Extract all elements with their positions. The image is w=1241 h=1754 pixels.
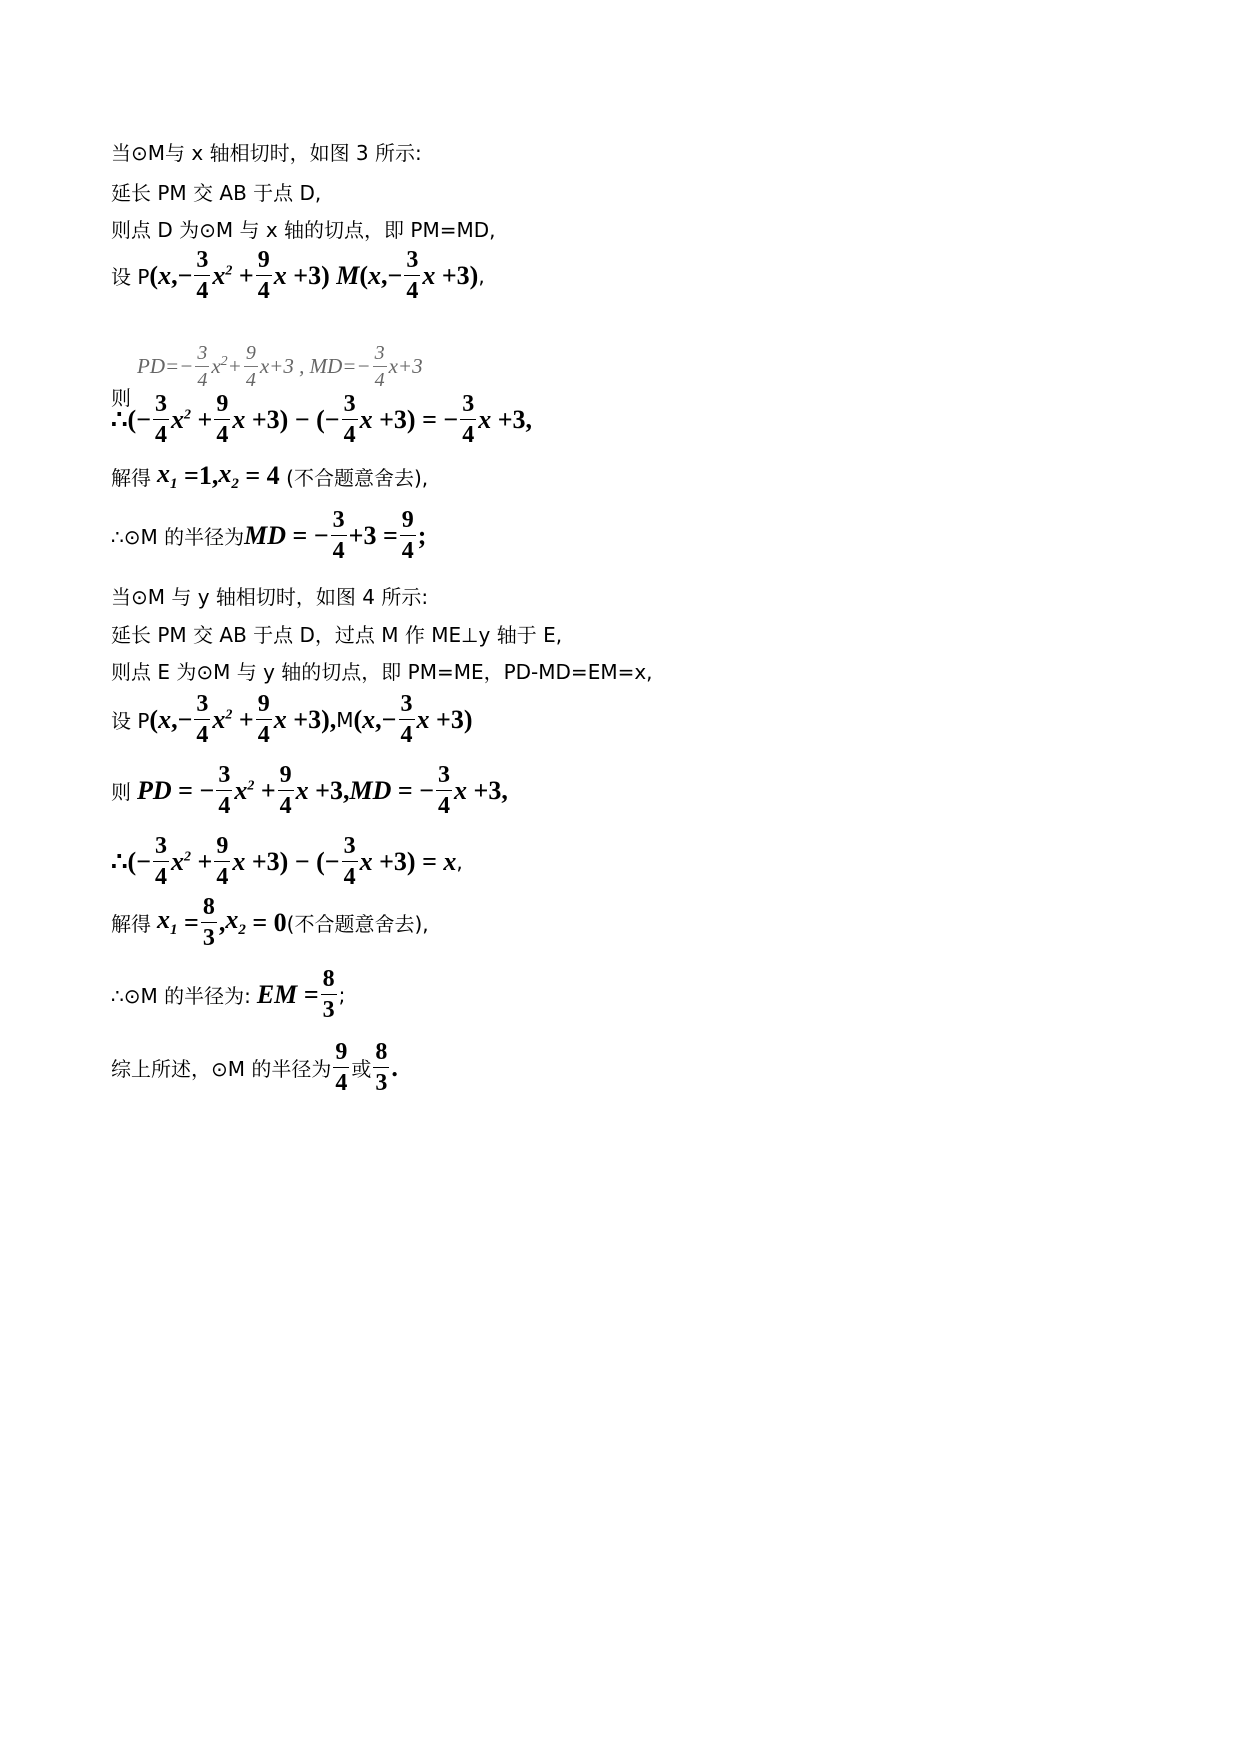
text: . <box>391 1052 398 1082</box>
text: (不合题意舍去), <box>286 912 429 936</box>
fraction: $\frac{3}{4}$ <box>462 391 475 448</box>
math: +3) = <box>372 846 444 876</box>
text: 则 <box>111 780 131 804</box>
formula-line-14 <box>111 834 463 889</box>
math: x <box>359 404 373 434</box>
fraction: $\frac{8}{3}$ <box>375 1039 388 1096</box>
fraction: $\frac{3}{4}$ <box>343 391 356 448</box>
math: x <box>416 704 430 734</box>
math: + <box>254 775 276 805</box>
math: x <box>362 704 376 734</box>
formula-line-6 <box>111 392 532 447</box>
fraction: $\frac{3}{4}$ <box>196 247 209 304</box>
text: ∴⊙M 的半径为: <box>111 984 251 1008</box>
math: MD <box>349 775 392 805</box>
math: x <box>295 775 309 805</box>
text: 则点 E 为⊙M 与 y 轴的切点，即 PM=ME，PD-MD=EM=x, <box>111 660 653 684</box>
text-line-2 <box>111 177 321 206</box>
math: +3) − (− <box>245 846 340 876</box>
fraction: $\frac{3}{4}$ <box>438 762 451 819</box>
math: PD <box>137 775 172 805</box>
math: = 0 <box>245 907 287 937</box>
text: ∴⊙M 的半径为 <box>111 525 245 549</box>
formula-line-4 <box>111 248 485 303</box>
text: 解得 <box>111 912 151 936</box>
math: ( <box>359 260 369 290</box>
fraction: $\frac{9}{4}$ <box>216 391 229 448</box>
math: x <box>232 404 246 434</box>
math: $x_1$ <box>157 459 178 493</box>
math: x+3 <box>388 354 423 378</box>
math: +3, <box>308 775 350 805</box>
fraction: $\frac{9}{4}$ <box>279 762 292 819</box>
math: ∴(− <box>111 846 152 876</box>
math: $x_2$ <box>225 905 246 939</box>
math: +3) <box>429 704 473 734</box>
text: 当⊙M 与 y 轴相切时，如图 4 所示: <box>111 585 429 609</box>
text: 或 <box>351 1057 372 1081</box>
text: 设 P <box>111 265 150 289</box>
math: $x_2$ <box>218 459 239 493</box>
math: x <box>359 846 373 876</box>
math: = − <box>391 775 435 805</box>
fraction: $\frac{9}{4}$ <box>335 1039 348 1096</box>
math: ( <box>149 704 159 734</box>
fraction: $\frac{3}{4}$ <box>196 691 209 748</box>
text: 设 P <box>111 709 150 733</box>
formula-line-7 <box>111 459 428 493</box>
fraction: $\frac{3}{4}$ <box>155 391 168 448</box>
math: x <box>478 404 492 434</box>
fraction: $\frac{3}{4}$ <box>197 342 208 391</box>
math: = − <box>286 520 329 550</box>
math: +3) <box>286 260 337 290</box>
text: 综上所述，⊙M 的半径为 <box>111 1057 332 1081</box>
math: x <box>454 775 468 805</box>
math: x <box>422 260 436 290</box>
math: x <box>273 260 287 290</box>
math: $x^2$ <box>171 846 192 876</box>
math: + <box>191 404 213 434</box>
fraction: $\frac{3}{4}$ <box>343 833 356 890</box>
math: ,− <box>171 704 193 734</box>
fraction: $\frac{9}{4}$ <box>216 833 229 890</box>
text-line-9 <box>111 581 428 610</box>
text-line-1 <box>111 137 422 166</box>
math: ; <box>338 982 346 1007</box>
formula-line-16 <box>111 967 345 1022</box>
fraction: $\frac{3}{4}$ <box>400 691 413 748</box>
formula-line-15 <box>111 895 429 950</box>
formula-line-13 <box>111 763 508 818</box>
math: MD <box>244 520 287 550</box>
math: + <box>232 704 254 734</box>
math: $x^2$ <box>234 775 255 805</box>
math: ( <box>149 260 159 290</box>
fraction: $\frac{3}{4}$ <box>406 247 419 304</box>
fraction: $\frac{8}{3}$ <box>202 894 215 951</box>
text-line-3 <box>111 214 495 243</box>
fraction: $\frac{9}{4}$ <box>401 507 414 564</box>
math: ∴(− <box>111 404 152 434</box>
math: $x^2$ <box>212 704 233 734</box>
math: x+3 , MD=− <box>259 354 371 378</box>
formula-line-17 <box>111 1040 398 1095</box>
math: ( <box>353 704 363 734</box>
text: (不合题意舍去), <box>286 465 429 490</box>
math: PD=− <box>137 354 194 378</box>
math: +3) = − <box>372 404 459 434</box>
text: 当⊙M与 x 轴相切时，如图 3 所示: <box>111 141 422 165</box>
math: $x^2$ <box>212 260 233 290</box>
text: 延长 PM 交 AB 于点 D, <box>111 181 322 205</box>
math: = <box>177 907 199 937</box>
text-line-11 <box>111 656 653 685</box>
fraction: $\frac{3}{4}$ <box>155 833 168 890</box>
math: x <box>273 704 287 734</box>
math: +3), <box>286 704 337 734</box>
math: M <box>336 260 360 290</box>
math: ,− <box>375 704 397 734</box>
math: , <box>478 263 485 288</box>
fraction: $\frac{9}{4}$ <box>257 691 270 748</box>
formula-line-12 <box>111 692 472 747</box>
math: x <box>232 846 246 876</box>
fraction: $\frac{3}{4}$ <box>374 342 385 391</box>
math: $x^2+$ <box>211 354 242 378</box>
math: +3) <box>435 260 479 290</box>
fraction: $\frac{9}{4}$ <box>257 247 270 304</box>
math: $x_1$ <box>157 905 178 939</box>
text: 则 <box>111 386 131 410</box>
fraction: $\frac{3}{4}$ <box>218 762 231 819</box>
math: ,− <box>171 260 193 290</box>
math: = − <box>171 775 215 805</box>
formula-line-8 <box>111 508 426 563</box>
math: + <box>232 260 254 290</box>
math: x <box>368 260 382 290</box>
math: x <box>158 260 172 290</box>
fraction: $\frac{3}{4}$ <box>332 507 345 564</box>
math: +3, <box>467 775 508 805</box>
math: ; <box>417 520 427 550</box>
math: + <box>191 846 213 876</box>
text: 延长 PM 交 AB 于点 D，过点 M 作 ME⊥y 轴于 E, <box>111 623 563 647</box>
math: x <box>158 704 172 734</box>
math: , <box>456 849 463 874</box>
text: 则点 D 为⊙M 与 x 轴的切点，即 PM=MD, <box>111 218 496 242</box>
fraction: $\frac{9}{4}$ <box>245 342 256 391</box>
math: = 4 <box>238 461 287 491</box>
math: +3) − (− <box>245 404 340 434</box>
math: +3 = <box>348 520 398 550</box>
math: , <box>218 907 226 937</box>
math: $x^2$ <box>171 404 192 434</box>
math: = <box>297 979 319 1009</box>
math: =1, <box>177 461 219 491</box>
fraction: $\frac{8}{3}$ <box>322 966 335 1023</box>
math: EM <box>256 979 298 1009</box>
math: +3, <box>491 404 533 434</box>
text-line-10 <box>111 619 562 648</box>
text: 解得 <box>111 465 151 490</box>
text: M <box>336 707 354 732</box>
math: ,− <box>381 260 403 290</box>
math: x <box>443 846 457 876</box>
